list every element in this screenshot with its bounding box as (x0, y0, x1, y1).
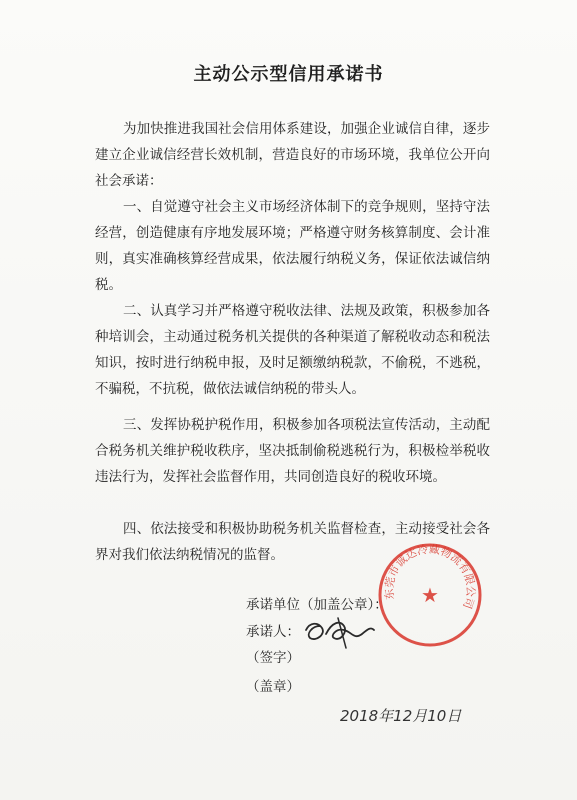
signature-sign-note: （签字） (246, 650, 300, 666)
document-title: 主动公示型信用承诺书 (193, 64, 384, 85)
commitment-item-4: 四、依法接受和积极协助税务机关监督检查，主动接受社会各界对我们依法纳税情况的监督。 (95, 521, 490, 563)
svg-text:★: ★ (421, 583, 439, 607)
signature-seal-note: （盖章） (246, 679, 300, 695)
svg-text:东莞市诚达冷藏物流有限公司: 东莞市诚达冷藏物流有限公司 (382, 542, 478, 611)
handwritten-signature (300, 612, 380, 652)
commitment-item-2: 二、认真学习并严格遵守税收法律、法规及政策，积极参加各种培训会，主动通过税务机关提供的各种渠道了解税收动态和税法知识，按时进行纳税申报，及时足额缴纳税款，不偷税，不逃税，不骗税，不抗税，做依法诚信纳税的带头人。 (95, 303, 490, 397)
signature-person-label: 承诺人： (246, 624, 300, 640)
signature-unit-label: 承诺单位（加盖公章）： (246, 597, 388, 613)
handwritten-date: 2018年12月10日 (340, 707, 462, 725)
company-stamp (375, 540, 485, 650)
commitment-item-1: 一、自觉遵守社会主义市场经济体制下的竞争规则，坚持守法经营，创造健康有序地发展环境；严格遵守财务核算制度、会计准则，真实准确核算经营成果，依法履行纳税义务，保证依法诚信纳税。 (95, 199, 490, 293)
commitment-item-3: 三、发挥协税护税作用，积极参加各项税法宣传活动，主动配合税务机关维护税收秩序，坚决抵制偷税逃税行为，积极检举税收违法行为，发挥社会监督作用，共同创造良好的税收环境。 (95, 417, 490, 485)
intro-paragraph: 为加快推进我国社会信用体系建设，加强企业诚信自律，逐步建立企业诚信经营长效机制，营造良好的市场环境，我单位公开向社会承诺： (95, 121, 490, 189)
